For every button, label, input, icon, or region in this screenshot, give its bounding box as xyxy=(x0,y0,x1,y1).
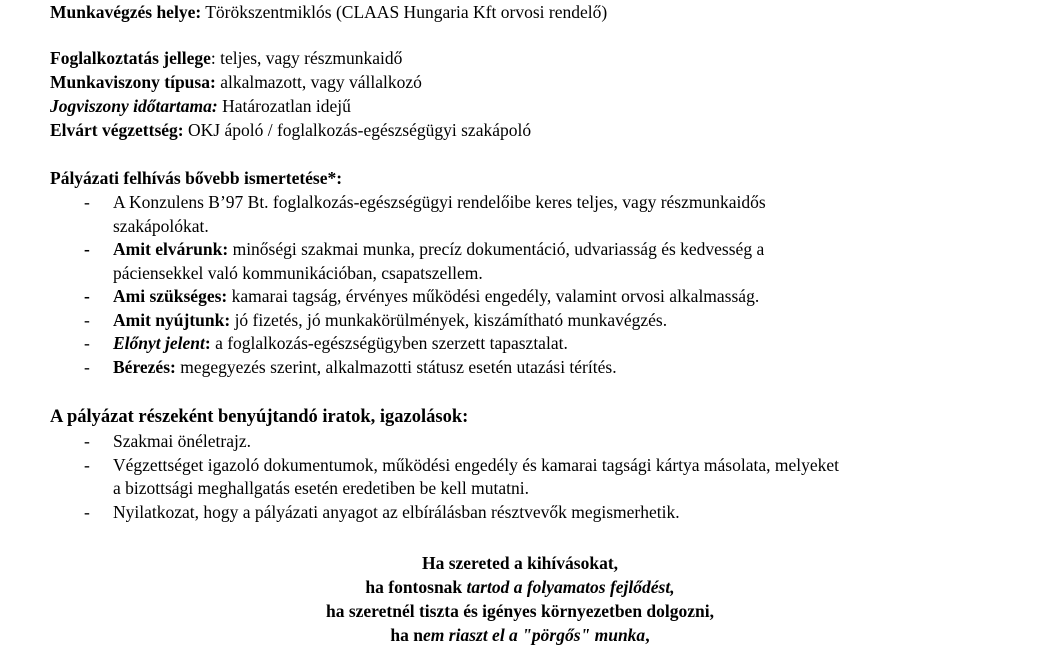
list-dash: - xyxy=(84,239,90,259)
list-item-text-cont: szakápolókat. xyxy=(113,215,209,236)
workplace-value: Törökszentmiklós (CLAAS Hungaria Kft orvosi rendelő) xyxy=(201,2,608,22)
list-dash: - xyxy=(84,501,90,522)
list-item-text-cont: a bizottsági meghallgatás esetén eredetiben be kell mutatni. xyxy=(113,478,529,498)
duration-value: Határozatlan idejű xyxy=(217,96,351,116)
list-item-text: Szakmai önéletrajz. xyxy=(113,431,251,451)
list-item xyxy=(0,238,1040,285)
list-dash: - xyxy=(84,309,90,330)
workplace-label: Munkavégzés helye: xyxy=(50,2,202,22)
duration-label: Jogviszony időtartama: xyxy=(50,96,218,116)
list-item-text-cont: páciensekkel való kommunikációban, csapatszellem. xyxy=(113,262,483,283)
workplace-line xyxy=(50,1,607,25)
education-label: Elvárt végzettség: xyxy=(50,120,184,140)
contract-type-line xyxy=(50,71,422,95)
list-item xyxy=(0,191,1040,238)
details-heading: Pályázati felhívás bővebb ismertetése*: xyxy=(50,168,343,188)
documents-heading: A pályázat részeként benyújtandó iratok, igazolások: xyxy=(50,407,469,427)
list-item-text: Amit nyújtunk: jó fizetés, jó munkakörülmények, kiszámítható munkavégzés. xyxy=(113,309,668,330)
list-dash: - xyxy=(84,356,90,377)
list-item-text: Nyilatkozat, hogy a pályázati anyagot az elbírálásban résztvevők megismerhetik. xyxy=(113,501,680,522)
employment-line xyxy=(50,47,402,71)
list-item-text: Végzettséget igazoló dokumentumok, működési engedély és kamarai tagsági kártya másolata, melyeket xyxy=(113,454,840,475)
employment-value: : teljes, vagy részmunkaidő xyxy=(210,48,403,68)
education-line xyxy=(50,119,531,143)
list-item-text: Előnyt jelent: a foglalkozás-egészségügyben szerzett tapasztalat. xyxy=(113,333,568,353)
list-item xyxy=(0,430,1040,454)
education-value: OKJ ápoló / foglalkozás-egészségügyi szakápoló xyxy=(183,120,532,140)
details-list xyxy=(0,191,1040,379)
list-dash: - xyxy=(84,454,90,475)
contract-type-value: alkalmazott, vagy vállalkozó xyxy=(215,72,422,92)
list-dash: - xyxy=(84,192,90,212)
closing-line-1: Ha szereted a kihívásokat, xyxy=(421,553,619,573)
list-item xyxy=(0,285,1040,309)
contract-type-label: Munkaviszony típusa: xyxy=(50,72,216,92)
list-item-text: Bérezés: megegyezés szerint, alkalmazotti státusz esetén utazási térítés. xyxy=(113,356,617,377)
list-item-text: Amit elvárunk: minőségi szakmai munka, precíz dokumentáció, udvariasság és kedvesség a xyxy=(113,239,765,259)
closing-line-3: ha szeretnél tiszta és igényes környezetben dolgozni, xyxy=(325,601,715,621)
list-item xyxy=(0,454,1040,501)
list-dash: - xyxy=(84,333,90,353)
closing-line-2: ha fontosnak tartod a folyamatos fejlődést, xyxy=(365,577,675,597)
list-dash: - xyxy=(84,286,90,306)
employment-label: Foglalkoztatás jellege xyxy=(50,48,211,68)
documents-list xyxy=(0,430,1040,524)
list-item-text: Ami szükséges: kamarai tagság, érvényes működési engedély, valamint orvosi alkalmasság. xyxy=(113,286,760,306)
duration-line xyxy=(50,95,351,119)
list-item xyxy=(0,332,1040,356)
list-item xyxy=(0,501,1040,525)
list-item-text: A Konzulens B’97 Bt. foglalkozás-egészségügyi rendelőibe keres teljes, vagy részmunkaidős xyxy=(113,192,766,212)
closing-line-4: ha nem riaszt el a "pörgős" munka, xyxy=(390,625,650,645)
list-item xyxy=(0,309,1040,333)
list-item xyxy=(0,356,1040,380)
list-dash: - xyxy=(84,431,90,451)
